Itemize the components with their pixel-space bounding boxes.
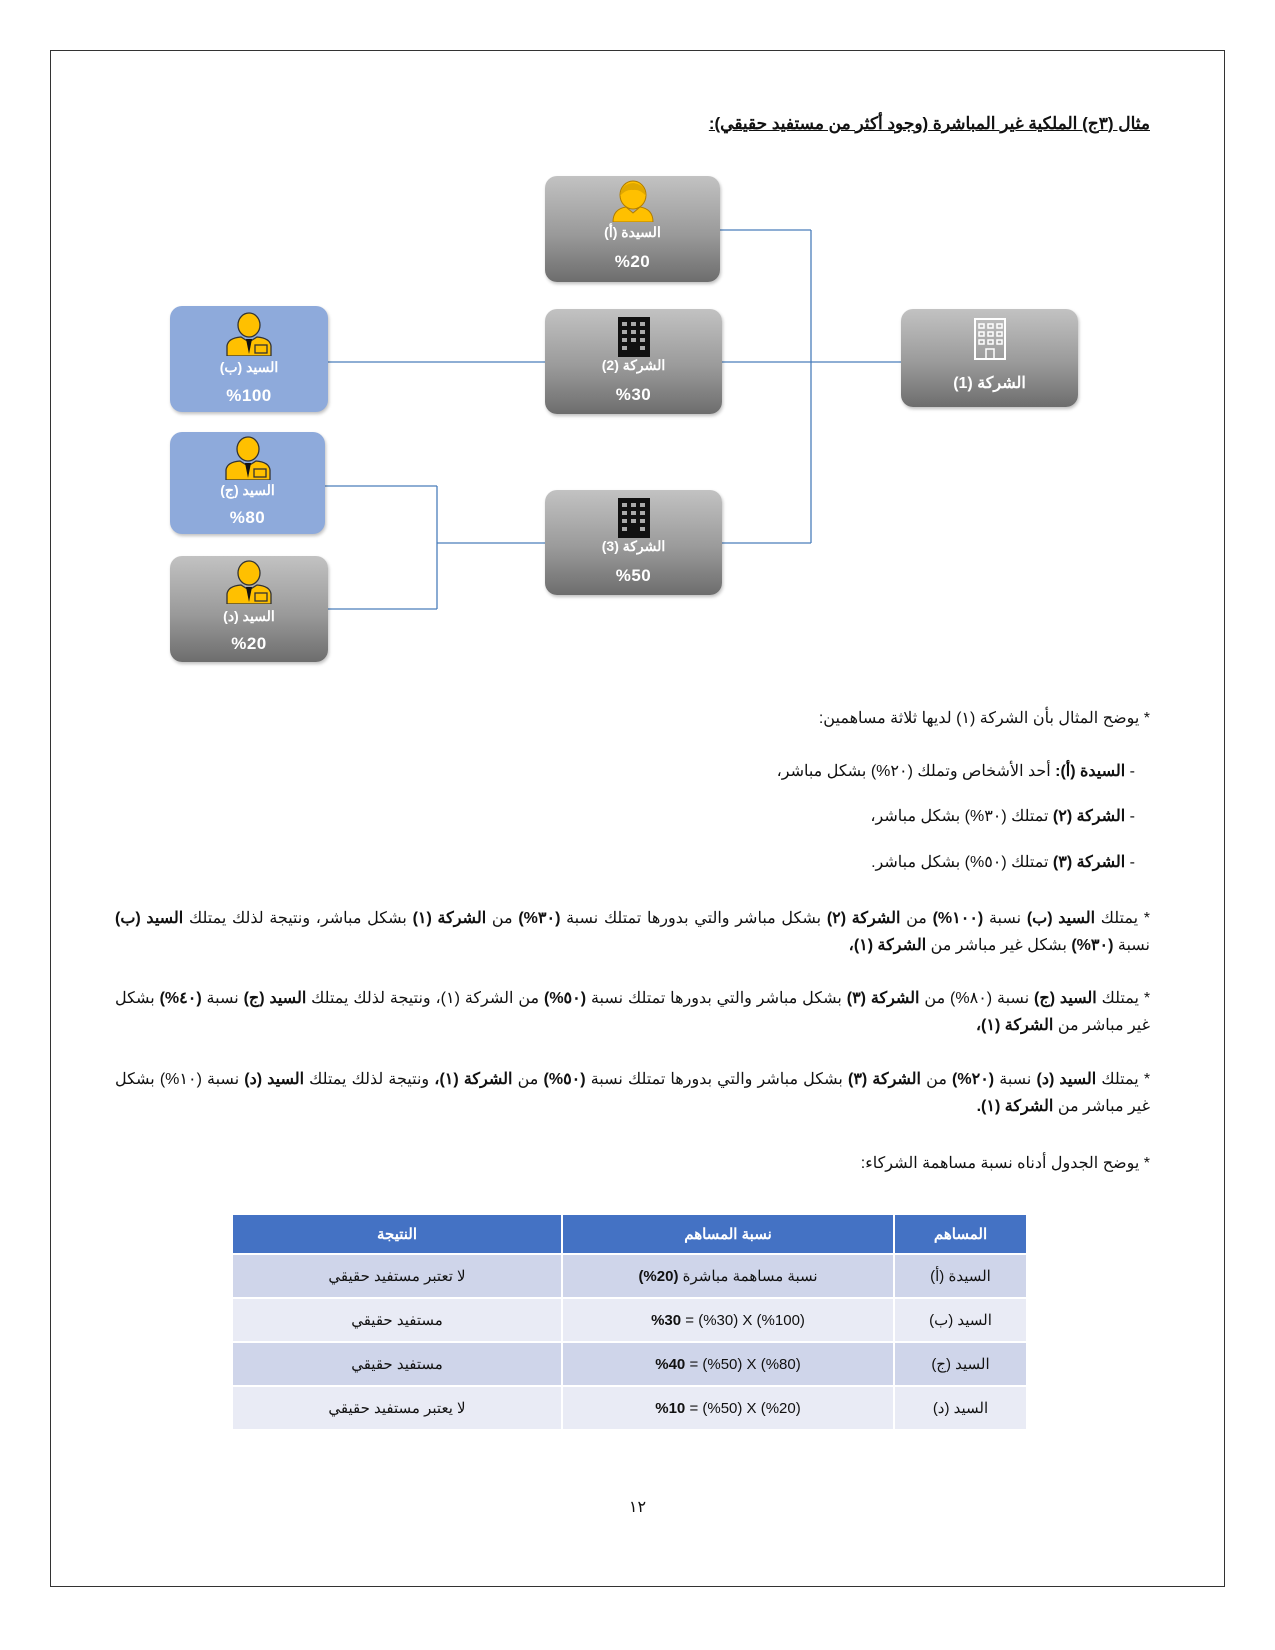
intro-text: * يوضح المثال بأن الشركة (١) لديها ثلاثة مساهمين: bbox=[818, 710, 1150, 727]
table-row bbox=[231, 1341, 1026, 1385]
cell-holder: السيد (ج) bbox=[893, 1341, 1026, 1385]
page-heading: مثال (٣ج) الملكية غير المباشرة (وجود أكثر من مستفيد حقيقي): bbox=[708, 114, 1150, 133]
man-icon bbox=[223, 312, 275, 356]
paragraph-mr-b: * يمتلك السيد (ب) نسبة (١٠٠%) من الشركة (٢) بشكل مباشر والتي بدورها تمتلك نسبة (٣٠%) من الشركة (١) بشكل مباشر، ونتيجة لذلك يمتلك السيد (ب) نسبة (٣٠%) بشكل غير مباشر من الشركة (١)، bbox=[115, 910, 1151, 954]
shareholders-table bbox=[231, 1215, 1026, 1429]
node-label: الشركة (2) bbox=[601, 357, 666, 373]
header-holder: المساهم bbox=[893, 1215, 1026, 1253]
node-mr-d bbox=[170, 556, 328, 662]
node-percentage: %80 bbox=[229, 508, 266, 527]
node-percentage: %30 bbox=[615, 385, 652, 404]
node-lady-a bbox=[545, 176, 720, 282]
cell-result: مستفيد حقيقي bbox=[231, 1297, 561, 1341]
node-company-3 bbox=[545, 490, 722, 595]
cell-share: %30 = (%30) X (%100) bbox=[561, 1297, 893, 1341]
cell-share: %10 = (%50) X (%20) bbox=[561, 1385, 893, 1429]
cell-share: نسبة مساهمة مباشرة (20%) bbox=[561, 1253, 893, 1297]
man-icon bbox=[223, 560, 275, 604]
node-label: الشركة (3) bbox=[601, 538, 666, 554]
node-label: الشركة (1) bbox=[953, 375, 1026, 392]
bullet-item: - الشركة (٣) تمتلك (٥٠%) بشكل مباشر. bbox=[871, 854, 1135, 871]
cell-holder: السيد (د) bbox=[893, 1385, 1026, 1429]
building-outline-icon bbox=[970, 317, 1010, 361]
paragraph-mr-j: * يمتلك السيد (ج) نسبة (٨٠%) من الشركة (٣) بشكل مباشر والتي بدورها تمتلك نسبة (٥٠%) من الشركة (١)، ونتيجة لذلك يمتلك السيد (ج) نسبة (٤٠%) بشكل غير مباشر من الشركة (١)، bbox=[115, 990, 1151, 1034]
table-row bbox=[231, 1385, 1026, 1429]
node-mr-b bbox=[170, 306, 328, 412]
node-percentage: %20 bbox=[231, 634, 267, 653]
node-company-1 bbox=[901, 309, 1078, 407]
paragraph-mr-d: * يمتلك السيد (د) نسبة (٢٠%) من الشركة (٣) بشكل مباشر والتي بدورها تمتلك نسبة (٥٠%) من الشركة (١)، ونتيجة لذلك يمتلك السيد (د) نسبة (١٠%) بشكل غير مباشر من الشركة (١). bbox=[115, 1071, 1151, 1115]
header-share: نسبة المساهم bbox=[561, 1215, 893, 1253]
node-label: السيد (ج) bbox=[220, 482, 275, 498]
node-label: السيدة (أ) bbox=[604, 224, 661, 240]
cell-holder: السيد (ب) bbox=[893, 1297, 1026, 1341]
cell-result: لا يعتبر مستفيد حقيقي bbox=[231, 1385, 561, 1429]
table-intro: * يوضح الجدول أدناه نسبة مساهمة الشركاء: bbox=[860, 1155, 1150, 1172]
node-percentage: %50 bbox=[615, 566, 652, 585]
table-row bbox=[231, 1253, 1026, 1297]
building-dark-icon bbox=[612, 496, 656, 538]
table-row bbox=[231, 1297, 1026, 1341]
woman-icon bbox=[607, 180, 659, 222]
node-percentage: %20 bbox=[614, 252, 651, 271]
bullet-item: - الشركة (٢) تمتلك (٣٠%) بشكل مباشر، bbox=[870, 808, 1135, 825]
cell-holder: السيدة (أ) bbox=[893, 1253, 1026, 1297]
building-dark-icon bbox=[612, 315, 656, 357]
cell-result: مستفيد حقيقي bbox=[231, 1341, 561, 1385]
header-result: النتيجة bbox=[231, 1215, 561, 1253]
bullet-bold: الشركة (٣) bbox=[1052, 854, 1126, 871]
cell-share: %40 = (%50) X (%80) bbox=[561, 1341, 893, 1385]
cell-result: لا تعتبر مستفيد حقيقي bbox=[231, 1253, 561, 1297]
bullet-text: تمتلك (٥٠%) بشكل مباشر. bbox=[871, 854, 1053, 871]
node-percentage: %100 bbox=[226, 386, 272, 405]
bullet-bold: السيدة (أ): bbox=[1055, 763, 1126, 780]
node-company-2 bbox=[545, 309, 722, 414]
node-mr-j bbox=[170, 432, 325, 534]
bullet-bold: الشركة (٢) bbox=[1052, 808, 1126, 825]
bullet-text: تمتلك (٣٠%) بشكل مباشر، bbox=[870, 808, 1053, 825]
node-label: السيد (د) bbox=[223, 608, 275, 624]
table-header-row bbox=[231, 1215, 1026, 1253]
bullet-item: - السيدة (أ): أحد الأشخاص وتملك (٢٠%) بشكل مباشر، bbox=[776, 763, 1135, 780]
node-label: السيد (ب) bbox=[219, 359, 279, 375]
man-icon bbox=[222, 436, 274, 480]
page-number: ١٢ bbox=[628, 1499, 647, 1516]
bullet-text: أحد الأشخاص وتملك (٢٠%) بشكل مباشر، bbox=[776, 763, 1056, 780]
